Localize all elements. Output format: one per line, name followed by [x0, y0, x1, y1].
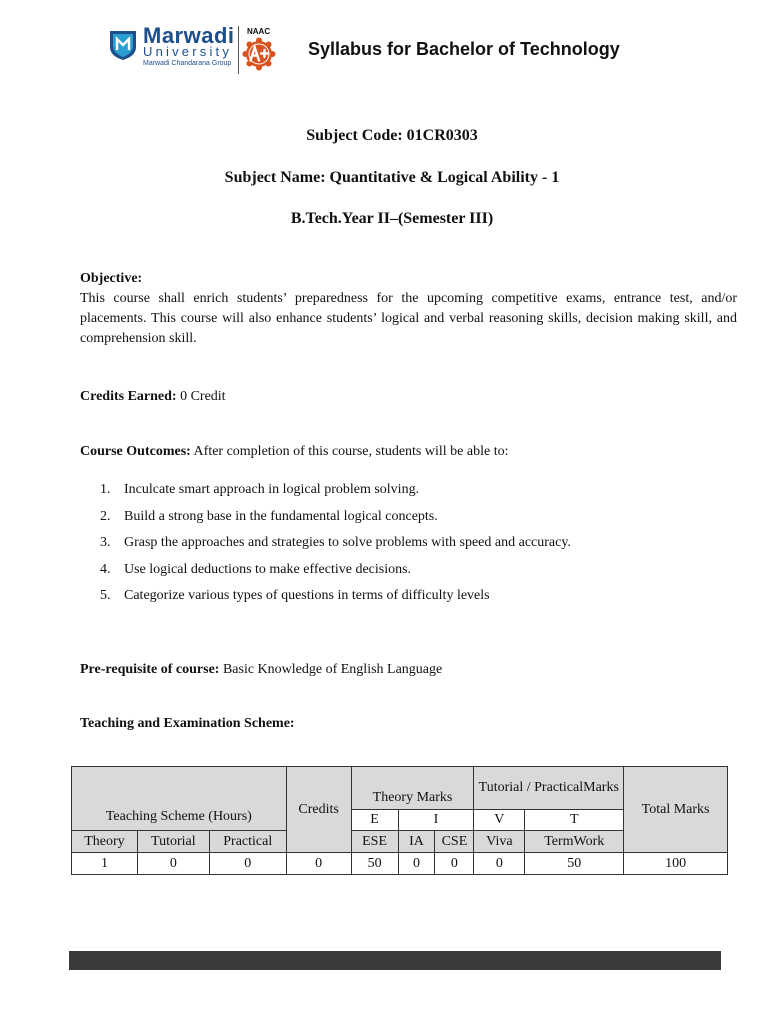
list-item-number: 5.: [100, 588, 111, 603]
list-item-text: Build a strong base in the fundamental logical concepts.: [124, 508, 438, 524]
course-outcomes-intro: [80, 442, 737, 462]
ese-cell: 50: [351, 853, 398, 875]
brand-subtitle: University: [143, 44, 233, 59]
exam-sub-v: V: [474, 810, 525, 831]
credits-line: [80, 387, 737, 407]
tutorial-hours-cell: 0: [137, 853, 209, 875]
list-item-number: 2.: [100, 508, 111, 524]
objective-label: Objective:: [80, 271, 143, 286]
list-item: [100, 586, 700, 613]
cse-header: CSE: [435, 831, 474, 853]
practical-hours-cell: 0: [209, 853, 286, 875]
ia-header: IA: [398, 831, 435, 853]
list-item-text: Use logical deductions to make effective decisions.: [124, 561, 412, 577]
list-item-number: 4.: [100, 561, 111, 577]
theory-header: Theory: [72, 831, 138, 853]
footer-bar: [69, 951, 721, 970]
teaching-exam-scheme-table: [71, 766, 728, 875]
scheme-heading: Teaching and Examination Scheme:: [80, 716, 295, 731]
list-item: [100, 480, 700, 507]
termwork-header: TermWork: [525, 831, 624, 853]
brand-group: Marwadi Chandarana Group: [143, 60, 232, 67]
ese-header: ESE: [351, 831, 398, 853]
list-item-text: Grasp the approaches and strategies to solve problems with speed and accuracy.: [124, 535, 571, 550]
exam-sub-t: T: [525, 810, 624, 831]
prerequisite-label: Pre-requisite of course:: [80, 662, 220, 677]
credits-cell: 0: [286, 853, 351, 875]
list-item: [100, 533, 700, 560]
theory-hours-cell: 1: [72, 853, 138, 875]
exam-sub-e: E: [351, 810, 398, 831]
total-marks-cell: 100: [624, 853, 728, 875]
naac-grade-seal-icon: [242, 37, 276, 71]
viva-header: Viva: [474, 831, 525, 853]
list-item-number: 1.: [100, 482, 111, 497]
list-item: [100, 507, 700, 534]
prerequisite-line: [80, 660, 737, 680]
termwork-cell: 50: [525, 853, 624, 875]
table-row: [72, 853, 728, 875]
syllabus-title: Syllabus for Bachelor of Technology: [308, 39, 620, 59]
credits-label: Credits Earned:: [80, 389, 177, 404]
prerequisite-value: Basic Knowledge of English Language: [219, 662, 443, 677]
naac-label: NAAC: [247, 27, 271, 36]
credits-value: 0 Credit: [176, 389, 226, 404]
course-outcomes-label: Course Outcomes:: [80, 444, 191, 459]
university-logo-icon: [108, 29, 138, 61]
viva-cell: 0: [474, 853, 525, 875]
course-outcomes-intro-text: After completion of this course, students will be able to:: [190, 444, 509, 459]
program-year: B.Tech.Year II–(Semester III): [290, 210, 494, 227]
list-item: [100, 560, 700, 587]
credits-header: Credits: [286, 767, 351, 853]
ia-cell: 0: [398, 853, 435, 875]
objective-section: [80, 269, 737, 349]
brand-name: Marwadi: [143, 23, 235, 48]
list-item-text: Inculcate smart approach in logical problem solving.: [124, 482, 420, 497]
theory-marks-header: Theory Marks: [351, 767, 474, 810]
exam-sub-i: I: [398, 810, 474, 831]
subject-name: Subject Name: Quantitative & Logical Ability - 1: [224, 169, 560, 186]
subject-code: Subject Code: 01CR0303: [306, 127, 478, 144]
objective-text: This course shall enrich students’ preparedness for the upcoming competitive exams, entrance test, and/or placements. This course will also enhance students’ logical and verbal reasoning skills, decision making skill, and comprehension skill.: [80, 291, 737, 346]
list-item-text: Categorize various types of questions in terms of difficulty levels: [124, 588, 490, 603]
cse-cell: 0: [435, 853, 474, 875]
list-item-number: 3.: [100, 535, 111, 550]
total-marks-header: Total Marks: [624, 767, 728, 853]
tutorial-practical-marks-header: Tutorial / PracticalMarks: [474, 767, 624, 810]
tutorial-header: Tutorial: [137, 831, 209, 853]
teaching-scheme-header: Teaching Scheme (Hours): [72, 767, 287, 831]
header-divider: [238, 26, 239, 74]
course-outcomes-list: [100, 480, 700, 613]
practical-header: Practical: [209, 831, 286, 853]
